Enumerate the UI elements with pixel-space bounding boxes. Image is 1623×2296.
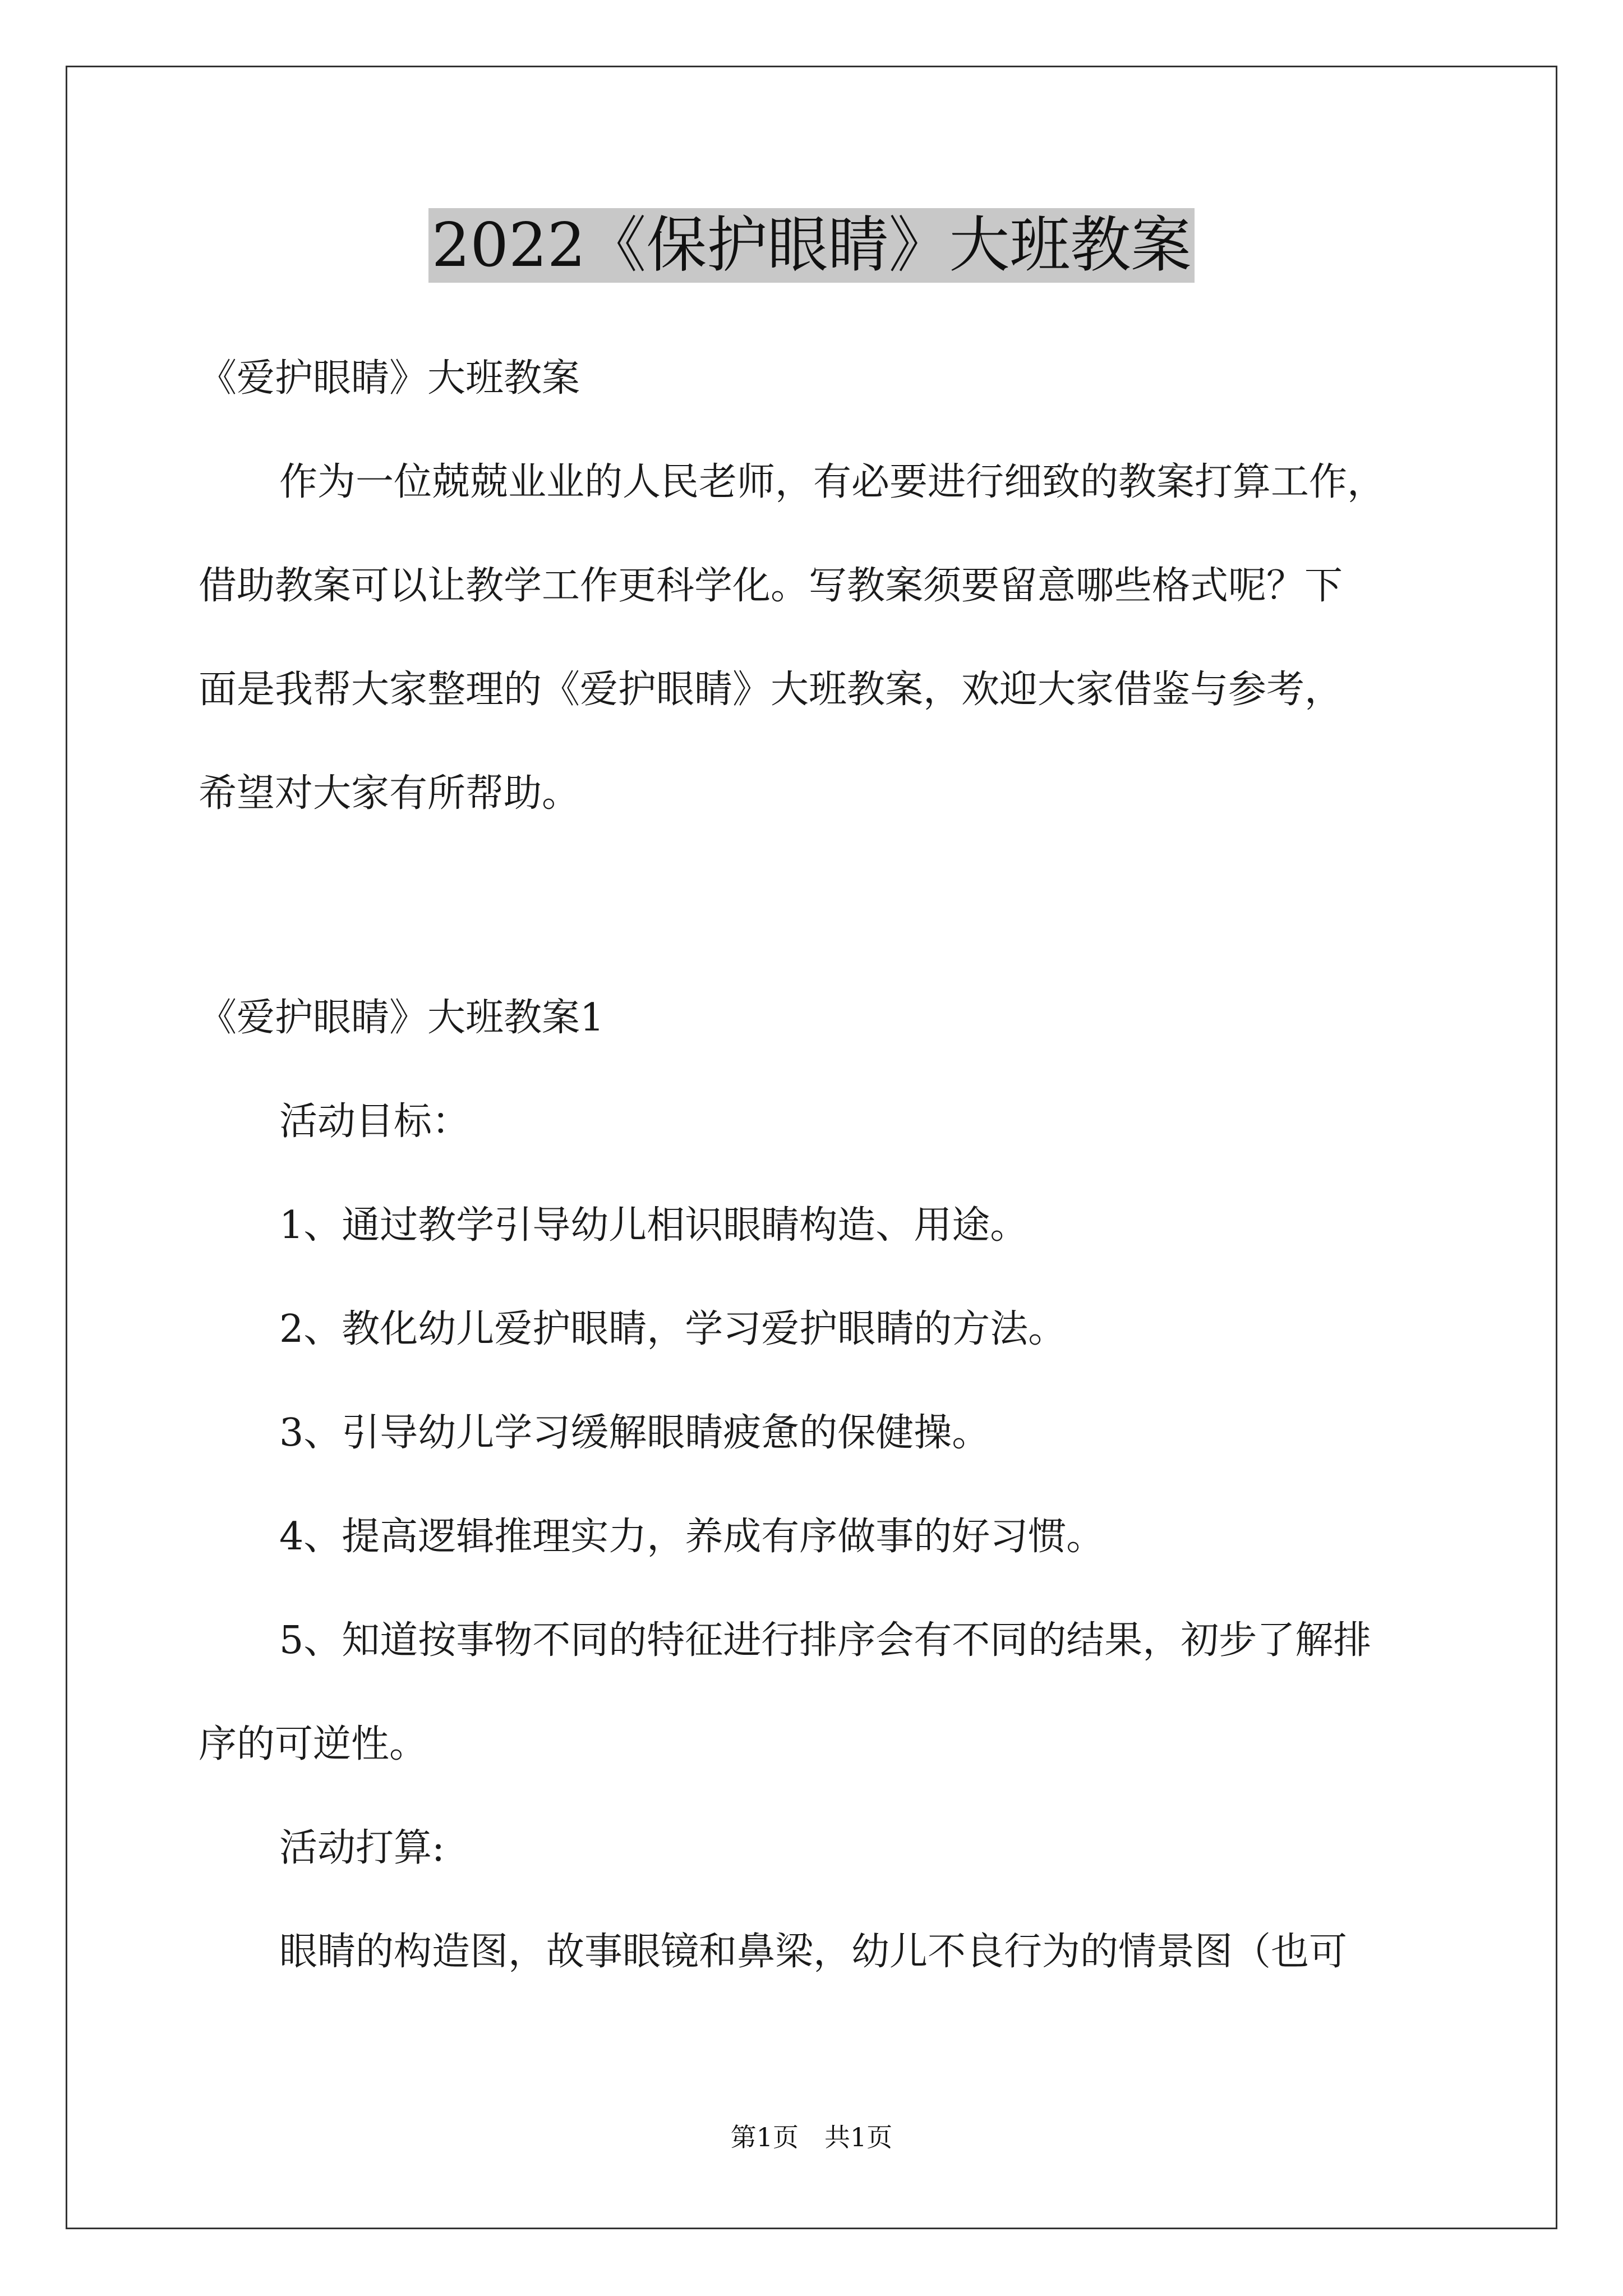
section-heading: 《爱护眼睛》大班教案1 (199, 996, 605, 1040)
paragraph-line: 希望对大家有所帮助。 (199, 771, 580, 816)
list-item: 4、提高逻辑推理实力，养成有序做事的好习惯。 (279, 1515, 1105, 1559)
list-item: 5、知道按事物不同的特征进行排序会有不同的结果，初步了解排 (279, 1618, 1372, 1663)
page-footer: 第1页 共1页 (730, 2122, 893, 2152)
paragraph-line: 眼睛的构造图，故事眼镜和鼻梁，幼儿不良行为的情景图（也可 (279, 1930, 1348, 1974)
paragraph-line: 借助教案可以让教学工作更科学化。写教案须要留意哪些格式呢？下 (199, 564, 1343, 608)
list-item: 1、通过教学引导幼儿相识眼睛构造、用途。 (279, 1203, 1029, 1248)
subtitle-line: 《爱护眼睛》大班教案 (199, 356, 580, 401)
paragraph-line: 活动打算: (279, 1826, 445, 1870)
document-title (0, 206, 1623, 285)
paragraph-line: 面是我帮大家整理的《爱护眼睛》大班教案，欢迎大家借鉴与参考， (199, 668, 1343, 712)
paragraph-line: 活动目标： (279, 1099, 471, 1144)
list-item: 3、引导幼儿学习缓解眼睛疲惫的保健操。 (279, 1411, 990, 1455)
list-item-continuation: 序的可逆性。 (199, 1722, 428, 1766)
list-item: 2、教化幼儿爱护眼睛，学习爱护眼睛的方法。 (279, 1307, 1067, 1351)
paragraph-line: 作为一位兢兢业业的人民老师，有必要进行细致的教案打算工作， (279, 460, 1386, 504)
document-title-text: 2022《保护眼睛》大班教案 (428, 208, 1195, 283)
